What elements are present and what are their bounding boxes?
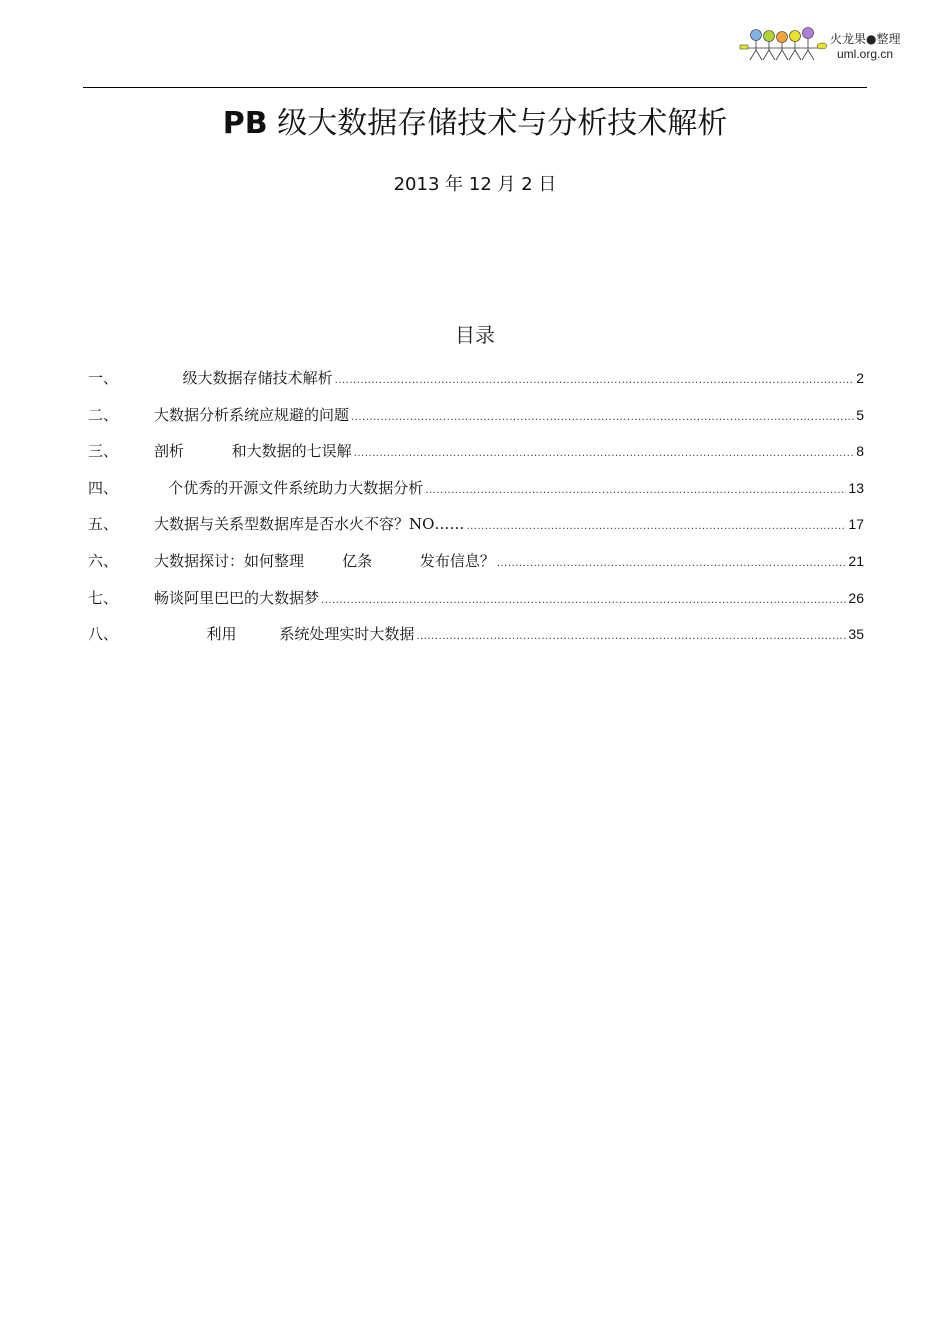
- header-org-text: 火龙果●整理: [830, 32, 901, 46]
- toc-dot-leader: [354, 440, 855, 468]
- toc-dot-leader: [497, 550, 847, 578]
- people-balloons-logo-icon: [738, 26, 828, 64]
- toc-entry-page: 5: [856, 406, 864, 423]
- toc-dot-leader: [466, 513, 846, 541]
- toc-entry-title: 级大数据存储技术解析: [154, 369, 333, 387]
- title-latin-part: PB: [222, 106, 268, 141]
- toc-entry-page: 21: [848, 552, 864, 569]
- header-url-link[interactable]: uml.org.cn: [837, 47, 894, 61]
- toc-dot-leader: [425, 477, 846, 505]
- toc-entry-page: 17: [848, 516, 864, 533]
- toc-entry-page: 35: [848, 626, 864, 643]
- document-title: [0, 103, 950, 145]
- toc-entry-number: 七、: [88, 588, 119, 607]
- toc-entry-2[interactable]: [88, 401, 864, 438]
- toc-entry-title: 大数据探讨：如何整理 亿条 发布信息？: [154, 551, 495, 570]
- toc-entry-title: 利用 系统处理实时大数据: [154, 625, 415, 644]
- toc-entry-number: 三、: [88, 442, 119, 461]
- toc-entry-3[interactable]: [88, 437, 864, 474]
- toc-entry-6[interactable]: [88, 547, 864, 584]
- toc-entry-title: 剖析 和大数据的七误解: [154, 442, 352, 461]
- toc-dot-leader: [416, 623, 846, 651]
- table-of-contents: [88, 364, 864, 657]
- toc-entry-number: 六、: [88, 551, 119, 570]
- toc-entry-5[interactable]: [88, 510, 864, 547]
- toc-dot-leader: [321, 587, 846, 615]
- toc-entry-number: 八、: [88, 625, 119, 644]
- header-divider: [83, 87, 867, 88]
- toc-heading: 目录: [455, 323, 495, 347]
- toc-entry-title: 大数据分析系统应规避的问题: [154, 405, 350, 424]
- toc-entry-page: 26: [848, 589, 864, 606]
- toc-entry-title: 个优秀的开源文件系统助力大数据分析: [154, 478, 424, 497]
- toc-entry-number: 四、: [88, 478, 119, 497]
- toc-entry-title: 大数据与关系型数据库是否水火不容？NO……: [154, 515, 465, 534]
- document-date: 2013 年 12 月 2 日: [393, 174, 557, 195]
- toc-entry-page: 2: [856, 370, 864, 386]
- toc-dot-leader: [335, 367, 855, 395]
- toc-entry-4[interactable]: [88, 474, 864, 511]
- toc-entry-page: 13: [848, 479, 864, 496]
- toc-entry-1[interactable]: [88, 364, 864, 401]
- toc-entry-number: 一、: [88, 369, 119, 387]
- toc-entry-number: 二、: [88, 405, 119, 424]
- title-main-part: 级大数据存储技术与分析技术解析: [267, 106, 728, 141]
- toc-entry-title: 畅谈阿里巴巴的大数据梦: [154, 588, 320, 607]
- toc-entry-7[interactable]: [88, 584, 864, 621]
- header-org-block: [830, 32, 940, 62]
- toc-entry-8[interactable]: [88, 620, 864, 657]
- toc-dot-leader: [351, 404, 854, 432]
- toc-entry-number: 五、: [88, 515, 119, 534]
- toc-entry-page: 8: [856, 443, 864, 460]
